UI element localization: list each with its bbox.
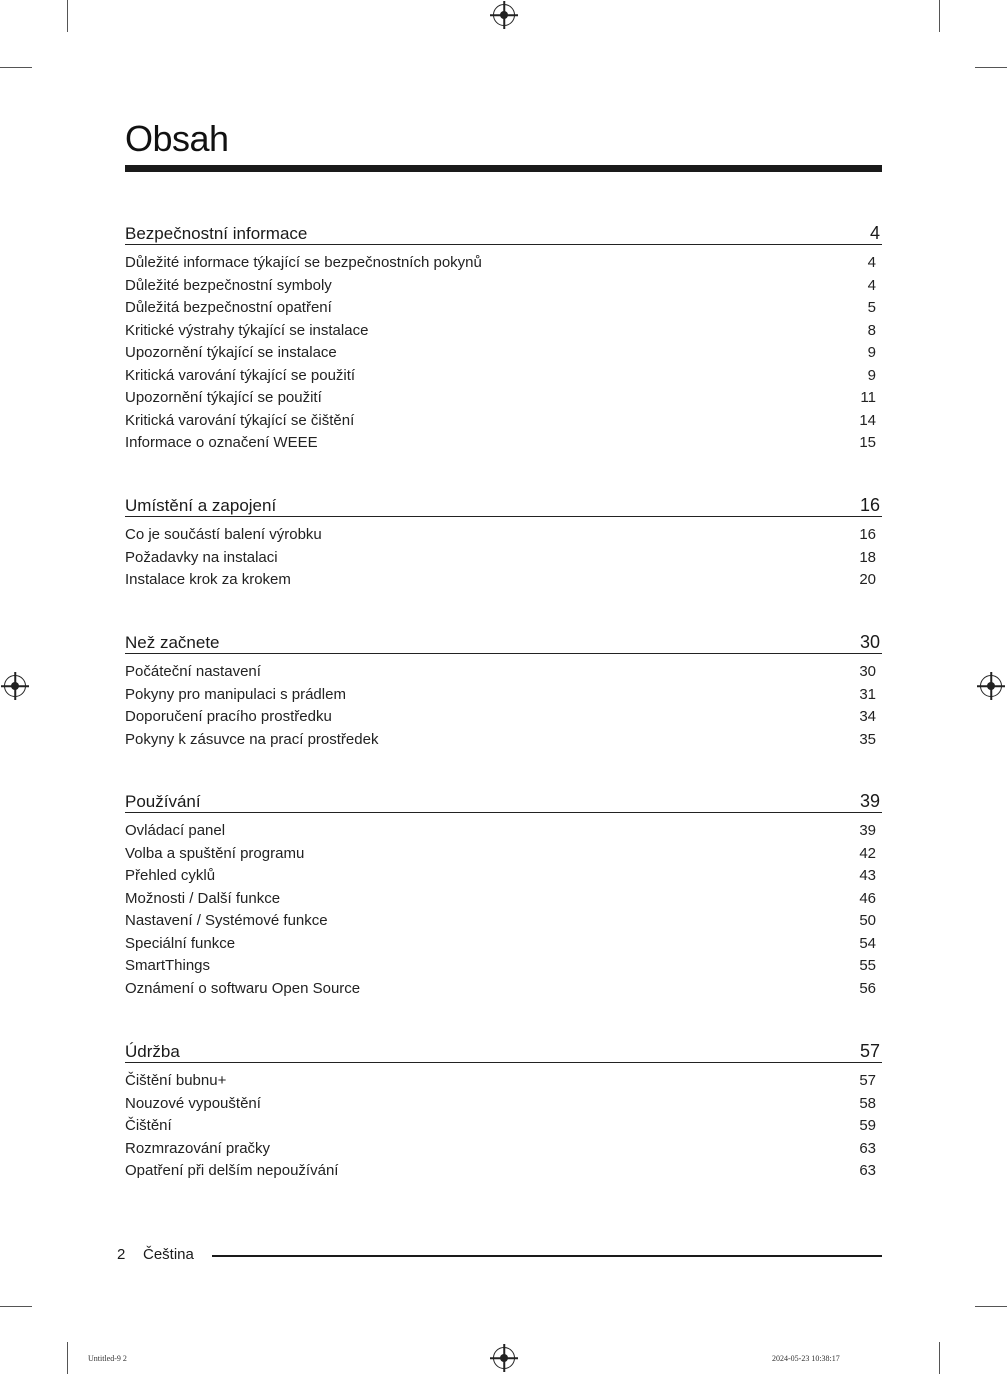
- crop-mark: [975, 1306, 1007, 1307]
- toc-entry-page: 56: [859, 979, 876, 997]
- toc-entry[interactable]: [125, 1160, 882, 1183]
- toc-section-heading[interactable]: [125, 491, 882, 517]
- toc-entry-list: [125, 1070, 882, 1183]
- toc-section-title: Používání: [125, 792, 201, 811]
- toc-entry-label: Důležité informace týkající se bezpečnostních pokynů: [125, 254, 482, 271]
- registration-mark-icon: [493, 4, 515, 26]
- toc-entry-page: 4: [867, 276, 876, 294]
- toc-entry[interactable]: [125, 820, 882, 843]
- toc-entry-page: 58: [859, 1094, 876, 1112]
- crop-mark: [939, 1342, 940, 1374]
- toc-entry-label: Volba a spuštění programu: [125, 844, 305, 862]
- toc-entry-label: Kritická varování týkající se čištění: [125, 411, 355, 429]
- toc-entry-label: Instalace krok za krokem: [125, 571, 291, 588]
- crop-mark: [0, 67, 32, 68]
- toc-entry[interactable]: [125, 729, 882, 752]
- toc-entry-page: 30: [859, 663, 876, 680]
- toc-entry[interactable]: [125, 252, 882, 275]
- toc-entry-label: Důležitá bezpečnostní opatření: [125, 299, 332, 316]
- toc-section: [125, 1037, 882, 1183]
- toc-entry-label: Kritická varování týkající se použití: [125, 366, 356, 384]
- toc-section-page: 30: [859, 632, 880, 652]
- toc-entry[interactable]: [125, 955, 882, 978]
- toc-entry-list: [125, 252, 882, 455]
- toc-entry-page: 39: [859, 822, 876, 839]
- toc-section-title: Umístění a zapojení: [125, 496, 277, 515]
- toc-section: [125, 219, 882, 455]
- toc-entry-label: Opatření při delším nepoužívání: [125, 1162, 339, 1179]
- toc-section: [125, 787, 882, 1000]
- toc-section-title: Bezpečnostní informace: [125, 224, 308, 243]
- toc-entry-page: 14: [859, 411, 876, 429]
- toc-entry-page: 35: [859, 730, 876, 748]
- toc-entry[interactable]: [125, 1070, 882, 1093]
- toc-section-title: Než začnete: [125, 633, 220, 652]
- toc-entry-page: 9: [867, 366, 876, 384]
- crop-mark: [975, 67, 1007, 68]
- toc-entry-label: SmartThings: [125, 957, 211, 974]
- toc-entry-page: 54: [859, 934, 876, 952]
- toc-entry-label: Upozornění týkající se instalace: [125, 344, 337, 361]
- crop-mark: [67, 0, 68, 32]
- toc-section-heading[interactable]: [125, 628, 882, 654]
- toc-entry[interactable]: [125, 978, 882, 1001]
- toc-entry[interactable]: [125, 888, 882, 911]
- toc-section-page: 4: [869, 223, 880, 243]
- toc-entry-page: 59: [859, 1117, 876, 1134]
- toc-entry[interactable]: [125, 1138, 882, 1161]
- toc-entry[interactable]: [125, 387, 882, 410]
- toc-entry-page: 46: [859, 889, 876, 907]
- toc-entry-label: Čištění bubnu+: [125, 1072, 227, 1089]
- toc-entry-label: Speciální funkce: [125, 934, 236, 952]
- toc-entry-page: 63: [859, 1162, 876, 1179]
- toc-entry-page: 55: [859, 957, 876, 974]
- toc-entry-label: Čištění: [125, 1117, 172, 1134]
- toc-entry[interactable]: [125, 865, 882, 888]
- toc-entry-label: Přehled cyklů: [125, 867, 216, 884]
- toc-entry-page: 31: [859, 685, 876, 703]
- toc-entry-label: Co je součástí balení výrobku: [125, 526, 322, 543]
- toc-section-title: Údržba: [125, 1042, 180, 1061]
- print-slug-right: 2024-05-23 10:38:17: [772, 1354, 840, 1363]
- toc-entry-page: 9: [867, 344, 876, 361]
- toc-entry-label: Pokyny k zásuvce na prací prostředek: [125, 730, 379, 748]
- footer-language: Čeština: [143, 1246, 194, 1263]
- toc-entry-label: Počáteční nastavení: [125, 663, 261, 680]
- toc-entry[interactable]: [125, 342, 882, 365]
- toc-entry[interactable]: [125, 684, 882, 707]
- toc-entry-page: 20: [859, 571, 876, 588]
- crop-mark: [939, 0, 940, 32]
- page-title: Obsah: [125, 118, 229, 159]
- toc-section: [125, 491, 882, 592]
- toc-entry[interactable]: [125, 275, 882, 298]
- toc-entry-page: 50: [859, 912, 876, 929]
- toc-entry[interactable]: [125, 661, 882, 684]
- toc-entry-label: Nouzové vypouštění: [125, 1094, 261, 1112]
- print-slug-left: Untitled-9 2: [88, 1354, 127, 1363]
- toc-entry-page: 57: [859, 1072, 876, 1089]
- toc-entry[interactable]: [125, 910, 882, 933]
- toc-section-heading[interactable]: [125, 1037, 882, 1063]
- toc-entry[interactable]: [125, 410, 882, 433]
- registration-mark-icon: [980, 675, 1002, 697]
- toc-entry-label: Pokyny pro manipulaci s prádlem: [125, 685, 346, 703]
- toc-entry-label: Důležité bezpečnostní symboly: [125, 276, 332, 294]
- toc-entry[interactable]: [125, 1093, 882, 1116]
- toc-entry[interactable]: [125, 524, 882, 547]
- toc-entry[interactable]: [125, 432, 882, 455]
- toc-entry-page: 4: [867, 254, 876, 271]
- toc-entry-page: 5: [867, 299, 876, 316]
- toc-section-page: 16: [859, 495, 880, 515]
- toc-entry-page: 18: [859, 548, 876, 566]
- toc-entry[interactable]: [125, 569, 882, 592]
- footer-page-number: 2: [117, 1246, 126, 1263]
- toc-entry-label: Možnosti / Další funkce: [125, 889, 281, 907]
- toc-entry-list: [125, 661, 882, 751]
- toc-entry[interactable]: [125, 297, 882, 320]
- toc-entry[interactable]: [125, 365, 882, 388]
- toc-entry-list: [125, 524, 882, 592]
- toc-entry-page: 42: [859, 844, 876, 862]
- toc-entry[interactable]: [125, 1115, 882, 1138]
- crop-mark: [0, 1306, 32, 1307]
- toc-entry-label: Ovládací panel: [125, 822, 226, 839]
- toc-section-page: 57: [859, 1041, 880, 1061]
- footer-rule: [212, 1255, 882, 1257]
- crop-mark: [67, 1342, 68, 1374]
- toc-entry[interactable]: [125, 933, 882, 956]
- toc-entry-label: Informace o označení WEEE: [125, 434, 318, 451]
- toc-entry-page: 16: [859, 526, 876, 543]
- toc-entry[interactable]: [125, 320, 882, 343]
- title-rule: [125, 165, 882, 172]
- registration-mark-icon: [4, 675, 26, 697]
- toc-entry[interactable]: [125, 843, 882, 866]
- toc-entry-label: Kritické výstrahy týkající se instalace: [125, 321, 369, 339]
- toc-entry-label: Oznámení o softwaru Open Source: [125, 979, 361, 997]
- toc-entry-label: Upozornění týkající se použití: [125, 389, 322, 406]
- toc-entry-label: Nastavení / Systémové funkce: [125, 912, 328, 929]
- toc-entry-list: [125, 820, 882, 1000]
- toc-entry-page: 43: [859, 867, 876, 884]
- toc-entry-page: 15: [859, 434, 876, 451]
- toc-section-heading[interactable]: [125, 219, 882, 245]
- toc-entry-page: 34: [859, 708, 876, 725]
- toc-entry-label: Požadavky na instalaci: [125, 548, 278, 566]
- toc-entry[interactable]: [125, 547, 882, 570]
- registration-mark-icon: [493, 1347, 515, 1369]
- toc-entry-page: 11: [860, 389, 876, 406]
- toc-entry-label: Rozmrazování pračky: [125, 1139, 271, 1157]
- toc-section-page: 39: [859, 791, 880, 811]
- toc-section: [125, 628, 882, 751]
- toc-entry-page: 63: [859, 1139, 876, 1157]
- toc-entry-page: 8: [867, 321, 876, 339]
- toc-entry[interactable]: [125, 706, 882, 729]
- toc-entry-label: Doporučení pracího prostředku: [125, 708, 332, 725]
- toc-section-heading[interactable]: [125, 787, 882, 813]
